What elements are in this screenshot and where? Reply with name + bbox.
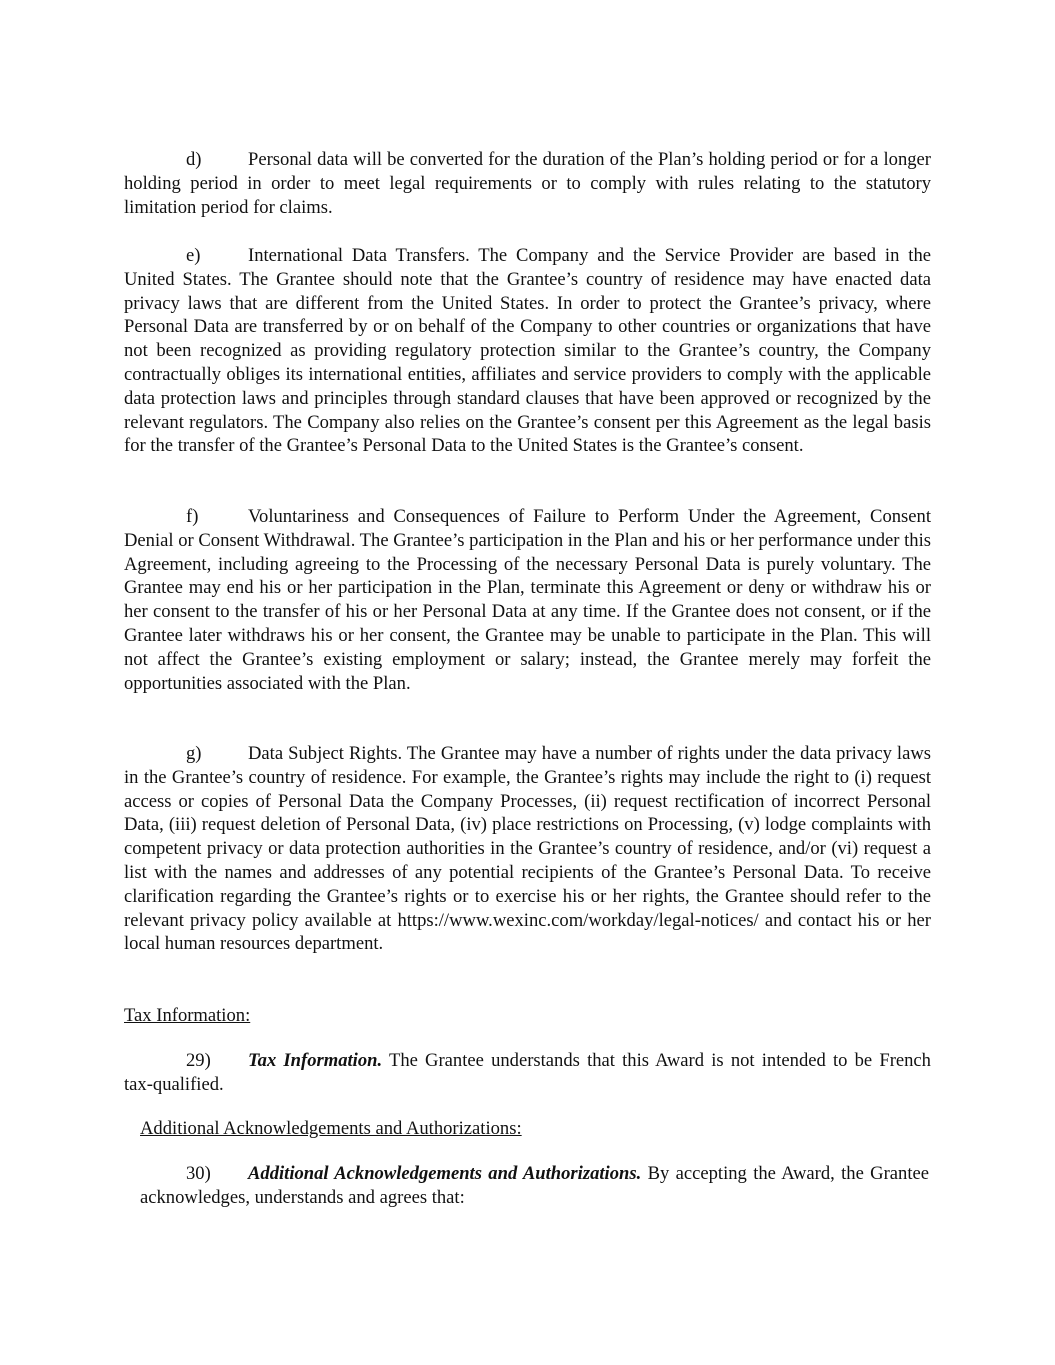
paragraph-text: Data Subject Rights. The Grantee may have a number of rights under the data privacy laws in the Grantee’s country of residence. For example, the Grantee’s rights may include the right to (i) request access or copies of Personal Data the Company Processes, (ii) request rectification of incorrect Personal Data, (iii) request deletion of Personal Data, (iv) place restrictions on Processing, (v) lodge complaints with competent privacy or data protection authorities in the Grantee’s country of residence, and/or (vi) request a list with the names and addresses of any potential recipients of the Grantee’s Personal Data. To receive clarification regarding the Grantee’s rights or to exercise his or her rights, the Grantee should refer to the relevant privacy policy available at https://www.wexinc.com/workday/legal-notices/ and contact his or her local human resources department. xyxy=(124,743,931,955)
paragraph-e xyxy=(124,244,931,458)
paragraph-number: 29) xyxy=(186,1050,211,1071)
paragraph-d xyxy=(124,148,931,219)
paragraph-text: Voluntariness and Consequences of Failure to Perform Under the Agreement, Consent Denial or Consent Withdrawal. The Grantee’s participation in the Plan and his or her performance under this Agreement, including agreeing to the Processing of the necessary Personal Data is purely voluntary. The Grantee may end his or her participation in the Plan, terminate this Agreement or deny or withdraw his or her consent to the transfer of his or her Personal Data at any time. If the Grantee does not consent, or if the Grantee later withdraws his or her consent, the Grantee may be unable to participate in the Plan. This will not affect the Grantee’s existing employment or salary; instead, the Grantee merely may forfeit the opportunities associated with the Plan. xyxy=(124,506,931,694)
paragraph-title: Tax Information. xyxy=(248,1050,383,1071)
acknowledgements-heading: Additional Acknowledgements and Authorizations: xyxy=(140,1118,522,1139)
paragraph-marker: f) xyxy=(186,506,199,527)
tax-information-heading: Tax Information: xyxy=(124,1005,251,1026)
paragraph-marker: e) xyxy=(186,245,201,266)
paragraph-text: Personal data will be converted for the duration of the Plan’s holding period or for a longer holding period in order to meet legal requirements or to comply with rules relating to the statutory limitation period for claims. xyxy=(124,149,931,218)
paragraph-text: International Data Transfers. The Company and the Service Provider are based in the United States. The Grantee should note that the Grantee’s country of residence may have enacted data privacy laws that are different from the United States. In order to protect the Grantee’s privacy, where Personal Data are transferred by or on behalf of the Company to other countries or organizations that have not been recognized as providing regulatory protection similar to the Grantee’s country, the Company contractually obliges its international entities, affiliates and service providers to comply with the applicable data protection laws and principles through standard clauses that have been approved or recognized by the relevant regulators. The Company also relies on the Grantee’s consent per this Agreement as the legal basis for the transfer of the Grantee’s Personal Data to the United States is the Grantee’s consent. xyxy=(124,245,931,457)
paragraph-text: By accepting the Award, the Grantee acknowledges, understands and agrees that: xyxy=(140,1163,929,1208)
paragraph-text: The Grantee understands that this Award is not intended to be French tax-qualified. xyxy=(124,1050,931,1095)
paragraph-f xyxy=(124,505,931,695)
paragraph-title: Additional Acknowledgements and Authorizations. xyxy=(248,1163,642,1184)
paragraph-g xyxy=(124,742,931,956)
paragraph-number: 30) xyxy=(186,1163,211,1184)
paragraph-marker: g) xyxy=(186,743,202,764)
paragraph-29 xyxy=(124,1049,931,1097)
paragraph-marker: d) xyxy=(186,149,202,170)
paragraph-30 xyxy=(140,1162,929,1210)
